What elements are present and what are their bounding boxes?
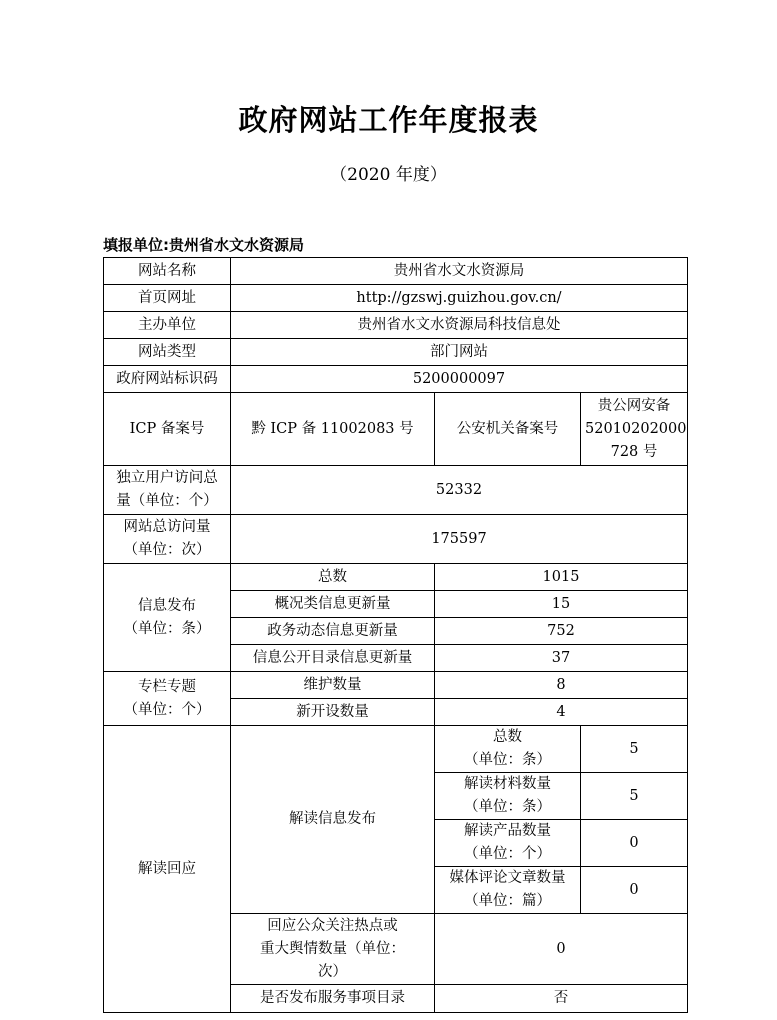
sponsor-value: 贵州省水文水资源局科技信息处 <box>231 312 688 339</box>
table-row <box>104 515 688 564</box>
info-public-value: 37 <box>435 645 688 672</box>
table-row <box>104 393 688 466</box>
site-id-label: 政府网站标识码 <box>104 366 231 393</box>
homepage-value: http://gzswj.guizhou.gov.cn/ <box>231 285 688 312</box>
site-type-value: 部门网站 <box>231 339 688 366</box>
unique-visitors-value: 52332 <box>231 466 688 515</box>
reporting-unit: 填报单位:贵州省水文水资源局 <box>103 236 304 254</box>
interpretation-response-label: 解读回应 <box>104 726 231 1013</box>
info-public-label: 信息公开目录信息更新量 <box>231 645 435 672</box>
interp-material-value: 5 <box>581 773 688 820</box>
interp-total-value: 5 <box>581 726 688 773</box>
info-total-value: 1015 <box>435 564 688 591</box>
page-title: 政府网站工作年度报表 <box>238 103 539 137</box>
table-row <box>104 726 688 773</box>
table-row <box>104 258 688 285</box>
interp-total-label: 总数 （单位：条） <box>435 726 581 773</box>
interp-media-value: 0 <box>581 867 688 914</box>
column-maintain-label: 维护数量 <box>231 672 435 699</box>
table-row <box>104 564 688 591</box>
table-row <box>104 285 688 312</box>
interp-product-value: 0 <box>581 820 688 867</box>
interpretation-publish-label: 解读信息发布 <box>231 726 435 914</box>
table-row <box>104 312 688 339</box>
table-row <box>104 339 688 366</box>
site-id-value: 5200000097 <box>231 366 688 393</box>
sponsor-label: 主办单位 <box>104 312 231 339</box>
hotspot-response-label: 回应公众关注热点或 重大舆情数量（单位： 次） <box>231 914 435 985</box>
column-new-label: 新开设数量 <box>231 699 435 726</box>
homepage-label: 首页网址 <box>104 285 231 312</box>
unique-visitors-label: 独立用户访问总 量（单位：个） <box>104 466 231 515</box>
site-name-value: 贵州省水文水资源局 <box>231 258 688 285</box>
column-new-value: 4 <box>435 699 688 726</box>
column-maintain-value: 8 <box>435 672 688 699</box>
info-overview-value: 15 <box>435 591 688 618</box>
police-record-value: 贵公网安备 52010202000 728 号 <box>581 393 688 466</box>
service-catalog-label: 是否发布服务事项目录 <box>231 985 435 1013</box>
page-views-value: 175597 <box>231 515 688 564</box>
site-name-label: 网站名称 <box>104 258 231 285</box>
table-row <box>104 466 688 515</box>
page-views-label: 网站总访问量 （单位：次） <box>104 515 231 564</box>
site-type-label: 网站类型 <box>104 339 231 366</box>
icp-label: ICP 备案号 <box>104 393 231 466</box>
police-record-label: 公安机关备案号 <box>435 393 581 466</box>
interp-product-label: 解读产品数量 （单位：个） <box>435 820 581 867</box>
info-news-value: 752 <box>435 618 688 645</box>
service-catalog-value: 否 <box>435 985 688 1013</box>
info-total-label: 总数 <box>231 564 435 591</box>
info-news-label: 政务动态信息更新量 <box>231 618 435 645</box>
info-overview-label: 概况类信息更新量 <box>231 591 435 618</box>
table-row <box>104 366 688 393</box>
report-year: （2020 年度） <box>330 165 447 185</box>
column-topic-label: 专栏专题 （单位：个） <box>104 672 231 726</box>
interp-media-label: 媒体评论文章数量 （单位：篇） <box>435 867 581 914</box>
icp-value: 黔 ICP 备 11002083 号 <box>231 393 435 466</box>
annual-report-table <box>103 257 688 1013</box>
table-row <box>104 672 688 699</box>
hotspot-response-value: 0 <box>435 914 688 985</box>
interp-material-label: 解读材料数量 （单位：条） <box>435 773 581 820</box>
info-publish-label: 信息发布 （单位：条） <box>104 564 231 672</box>
